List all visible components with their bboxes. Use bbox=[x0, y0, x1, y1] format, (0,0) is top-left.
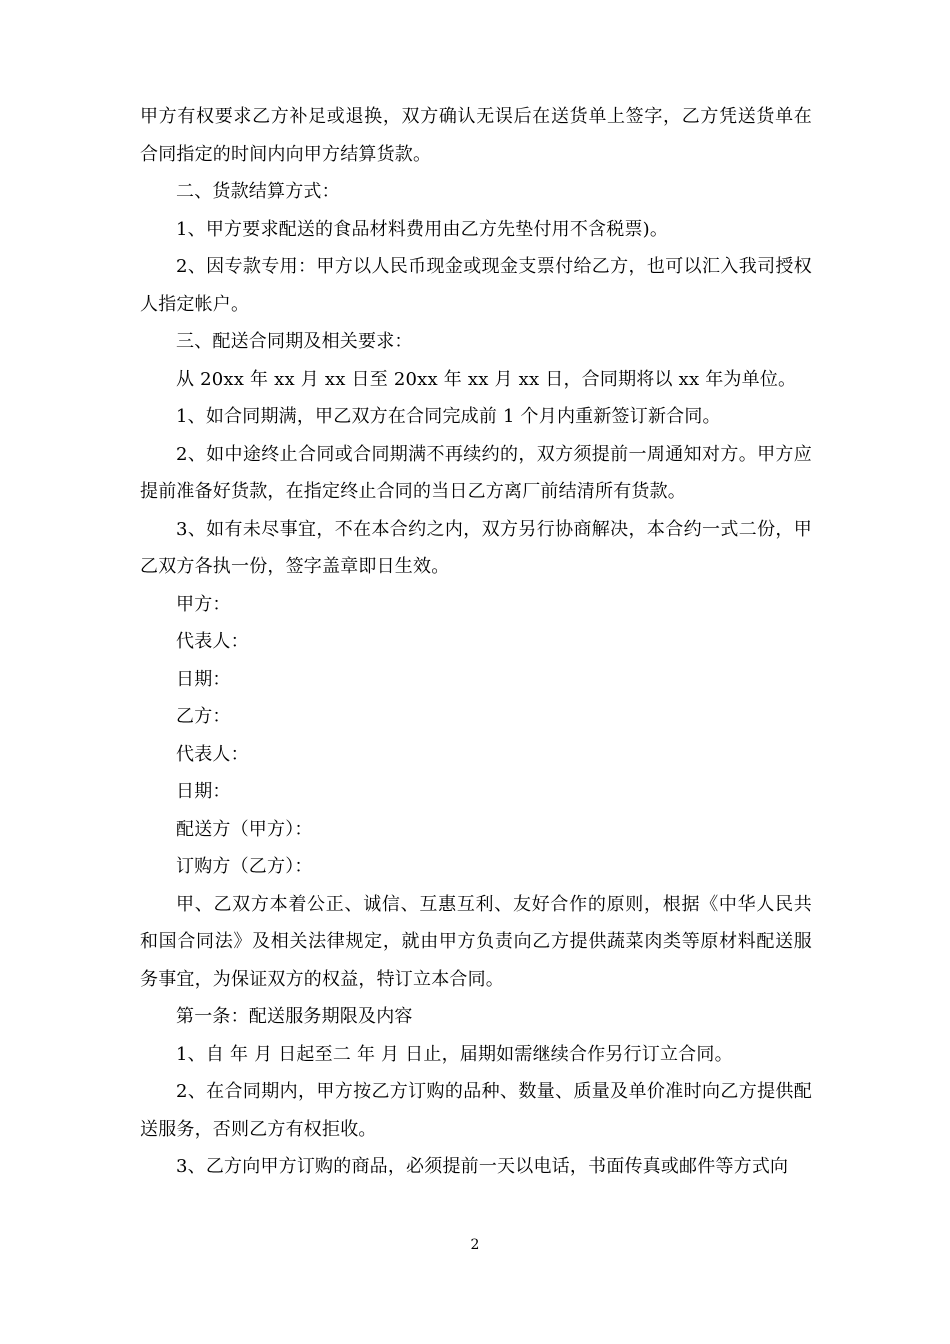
paragraph: 3、如有未尽事宜，不在本合约之内，双方另行协商解决，本合约一式二份，甲乙双方各执一份，签字盖章即日生效。 bbox=[140, 518, 812, 577]
paragraph: 1、自 年 月 日起至二 年 月 日止，届期如需继续合作另行订立合同。 bbox=[176, 1043, 733, 1065]
document-body bbox=[140, 98, 812, 1186]
paragraph: 甲方： bbox=[176, 593, 231, 615]
paragraph: 日期： bbox=[176, 668, 231, 690]
paragraph: 代表人： bbox=[176, 743, 249, 765]
paragraph: 2、如中途终止合同或合同期满不再续约的，双方须提前一周通知对方。甲方应提前准备好货款，在指定终止合同的当日乙方离厂前结清所有货款。 bbox=[140, 443, 812, 502]
paragraph: 订购方（乙方）： bbox=[176, 856, 313, 877]
paragraph: 配送方（甲方）： bbox=[176, 818, 313, 840]
paragraph: 甲方有权要求乙方补足或退换，双方确认无误后在送货单上签字，乙方凭送货单在合同指定的时间内向甲方结算货款。 bbox=[140, 106, 812, 165]
paragraph: 乙方： bbox=[176, 706, 231, 727]
page-number: 2 bbox=[470, 1237, 480, 1253]
paragraph: 1、如合同期满，甲乙双方在合同完成前 1 个月内重新签订新合同。 bbox=[176, 406, 721, 427]
paragraph: 三、配送合同期及相关要求： bbox=[176, 331, 413, 352]
paragraph: 第一条：配送服务期限及内容 bbox=[176, 1006, 413, 1027]
paragraph: 日期： bbox=[176, 781, 231, 802]
paragraph: 3、乙方向甲方订购的商品，必须提前一天以电话，书面传真或邮件等方式向 bbox=[176, 1156, 789, 1177]
paragraph: 代表人： bbox=[176, 631, 249, 652]
paragraph: 二、货款结算方式： bbox=[176, 181, 340, 202]
paragraph: 2、因专款专用：甲方以人民币现金或现金支票付给乙方，也可以汇入我司授权人指定帐户。 bbox=[140, 256, 812, 315]
paragraph: 2、在合同期内，甲方按乙方订购的品种、数量、质量及单价准时向乙方提供配送服务，否则乙方有权拒收。 bbox=[140, 1081, 812, 1140]
paragraph: 1、甲方要求配送的食品材料费用由乙方先垫付用不含税票)。 bbox=[176, 218, 669, 240]
paragraph: 甲、乙双方本着公正、诚信、互惠互利、友好合作的原则，根据《中华人民共和国合同法》及相关法律规定，就由甲方负责向乙方提供蔬菜肉类等原材料配送服务事宜，为保证双方的权益，特订立本合同。 bbox=[140, 893, 812, 990]
paragraph: 从 20xx 年 xx 月 xx 日至 20xx 年 xx 月 xx 日，合同期将以 xx 年为单位。 bbox=[176, 368, 797, 390]
